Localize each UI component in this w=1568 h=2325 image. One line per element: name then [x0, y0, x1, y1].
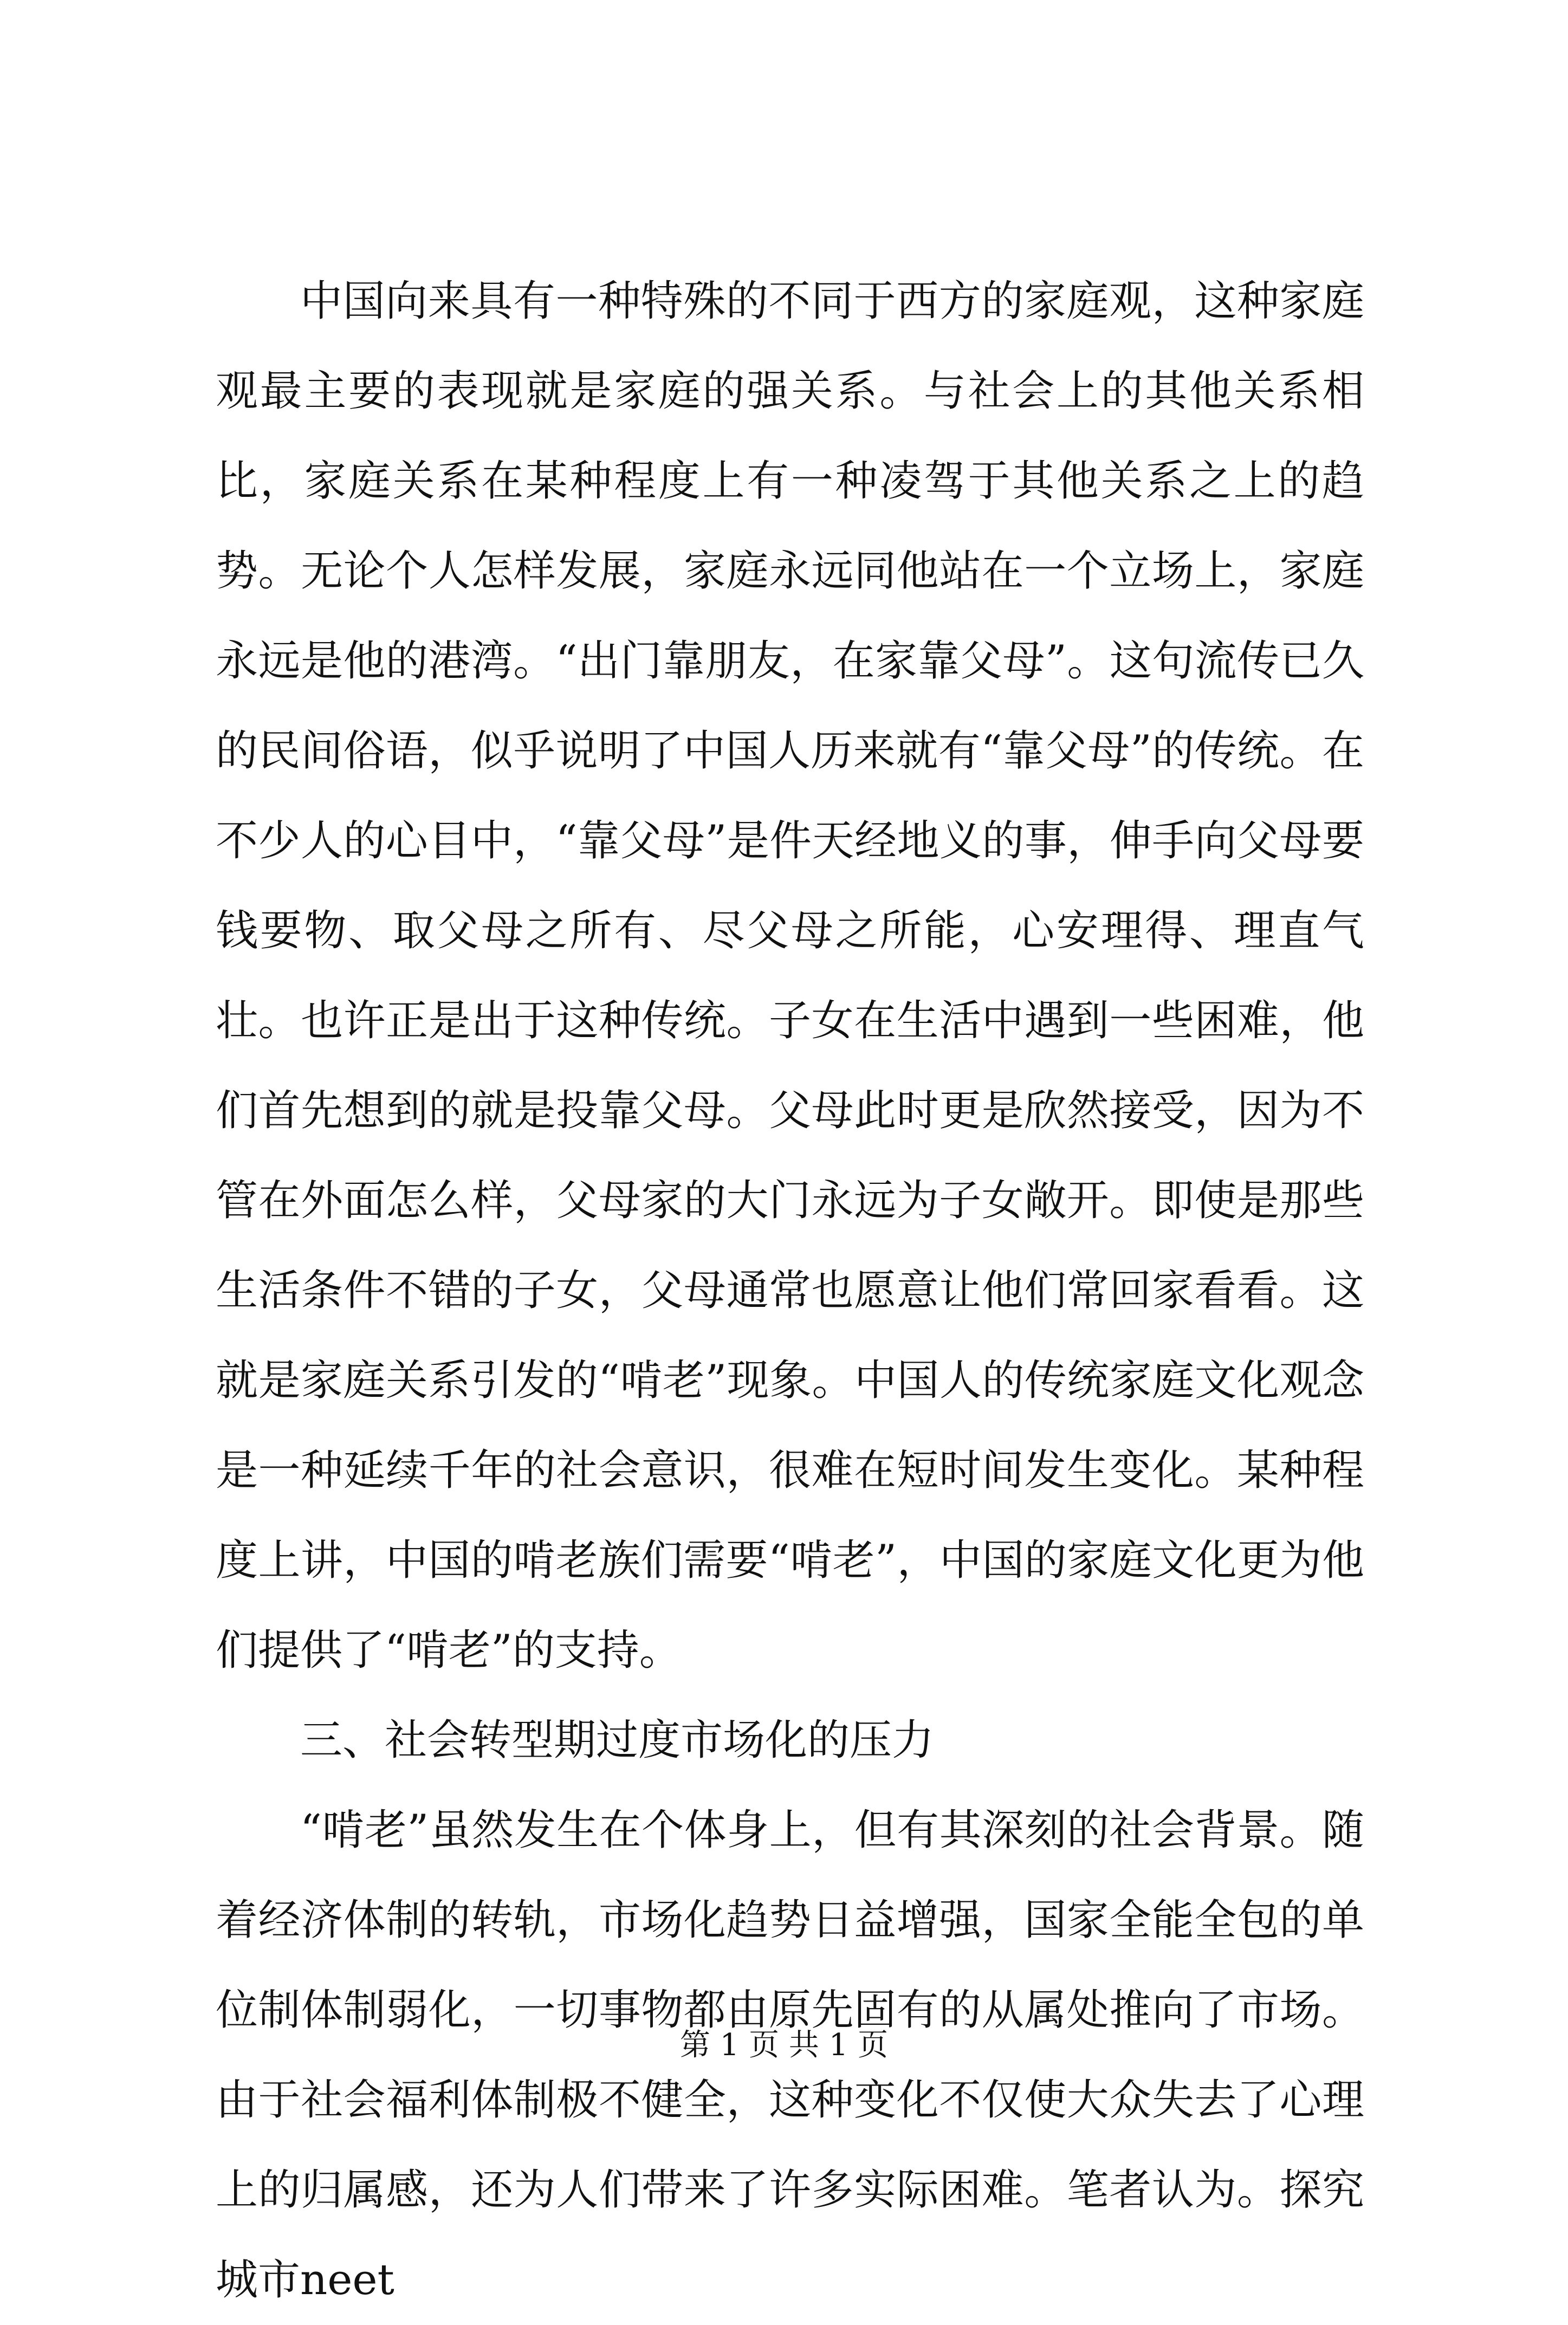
- page-footer: [0, 2024, 1568, 2067]
- page-number-label: 第 1 页 共 1 页: [679, 2028, 889, 2063]
- paragraph-family-culture: 中国向来具有一种特殊的不同于西方的家庭观，这种家庭观最主要的表现就是家庭的强关系。与社会上的其他关系相比，家庭关系在某种程度上有一种凌驾于其他关系之上的趋势。无论个人怎样发展，家庭永远同他站在一个立场上，家庭永远是他的港湾。“出门靠朋友，在家靠父母”。这句流传已久的民间俗语，似乎说明了中国人历来就有“靠父母”的传统。在不少人的心目中，“靠父母”是件天经地义的事，伸手向父母要钱要物、取父母之所有、尽父母之所能，心安理得、理直气壮。也许正是出于这种传统。子女在生活中遇到一些困难，他们首先想到的就是投靠父母。父母此时更是欣然接受，因为不管在外面怎么样，父母家的大门永远为子女敞开。即使是那些生活条件不错的子女，父母通常也愿意让他们常回家看看。这就是家庭关系引发的“啃老”现象。中国人的传统家庭文化观念是一种延续千年的社会意识，很难在短时间发生变化。某种程度上讲，中国的啃老族们需要“啃老”，中国的家庭文化更为他们提供了“啃老”的支持。: [216, 277, 1364, 1675]
- document-body: [216, 256, 1364, 2325]
- section-heading-market-pressure: 三、社会转型期过度市场化的压力: [300, 1716, 935, 1765]
- paragraph-social-background: “啃老”虽然发生在个体身上，但有其深刻的社会背景。随着经济体制的转轨，市场化趋势日益增强，国家全能全包的单位制体制弱化，一切事物都由原先固有的从属处推向了市场。由于社会福利体制极不健全，这种变化不仅使大众失去了心理上的归属感，还为人们带来了许多实际困难。笔者认为。探究城市neet: [216, 1806, 1364, 2304]
